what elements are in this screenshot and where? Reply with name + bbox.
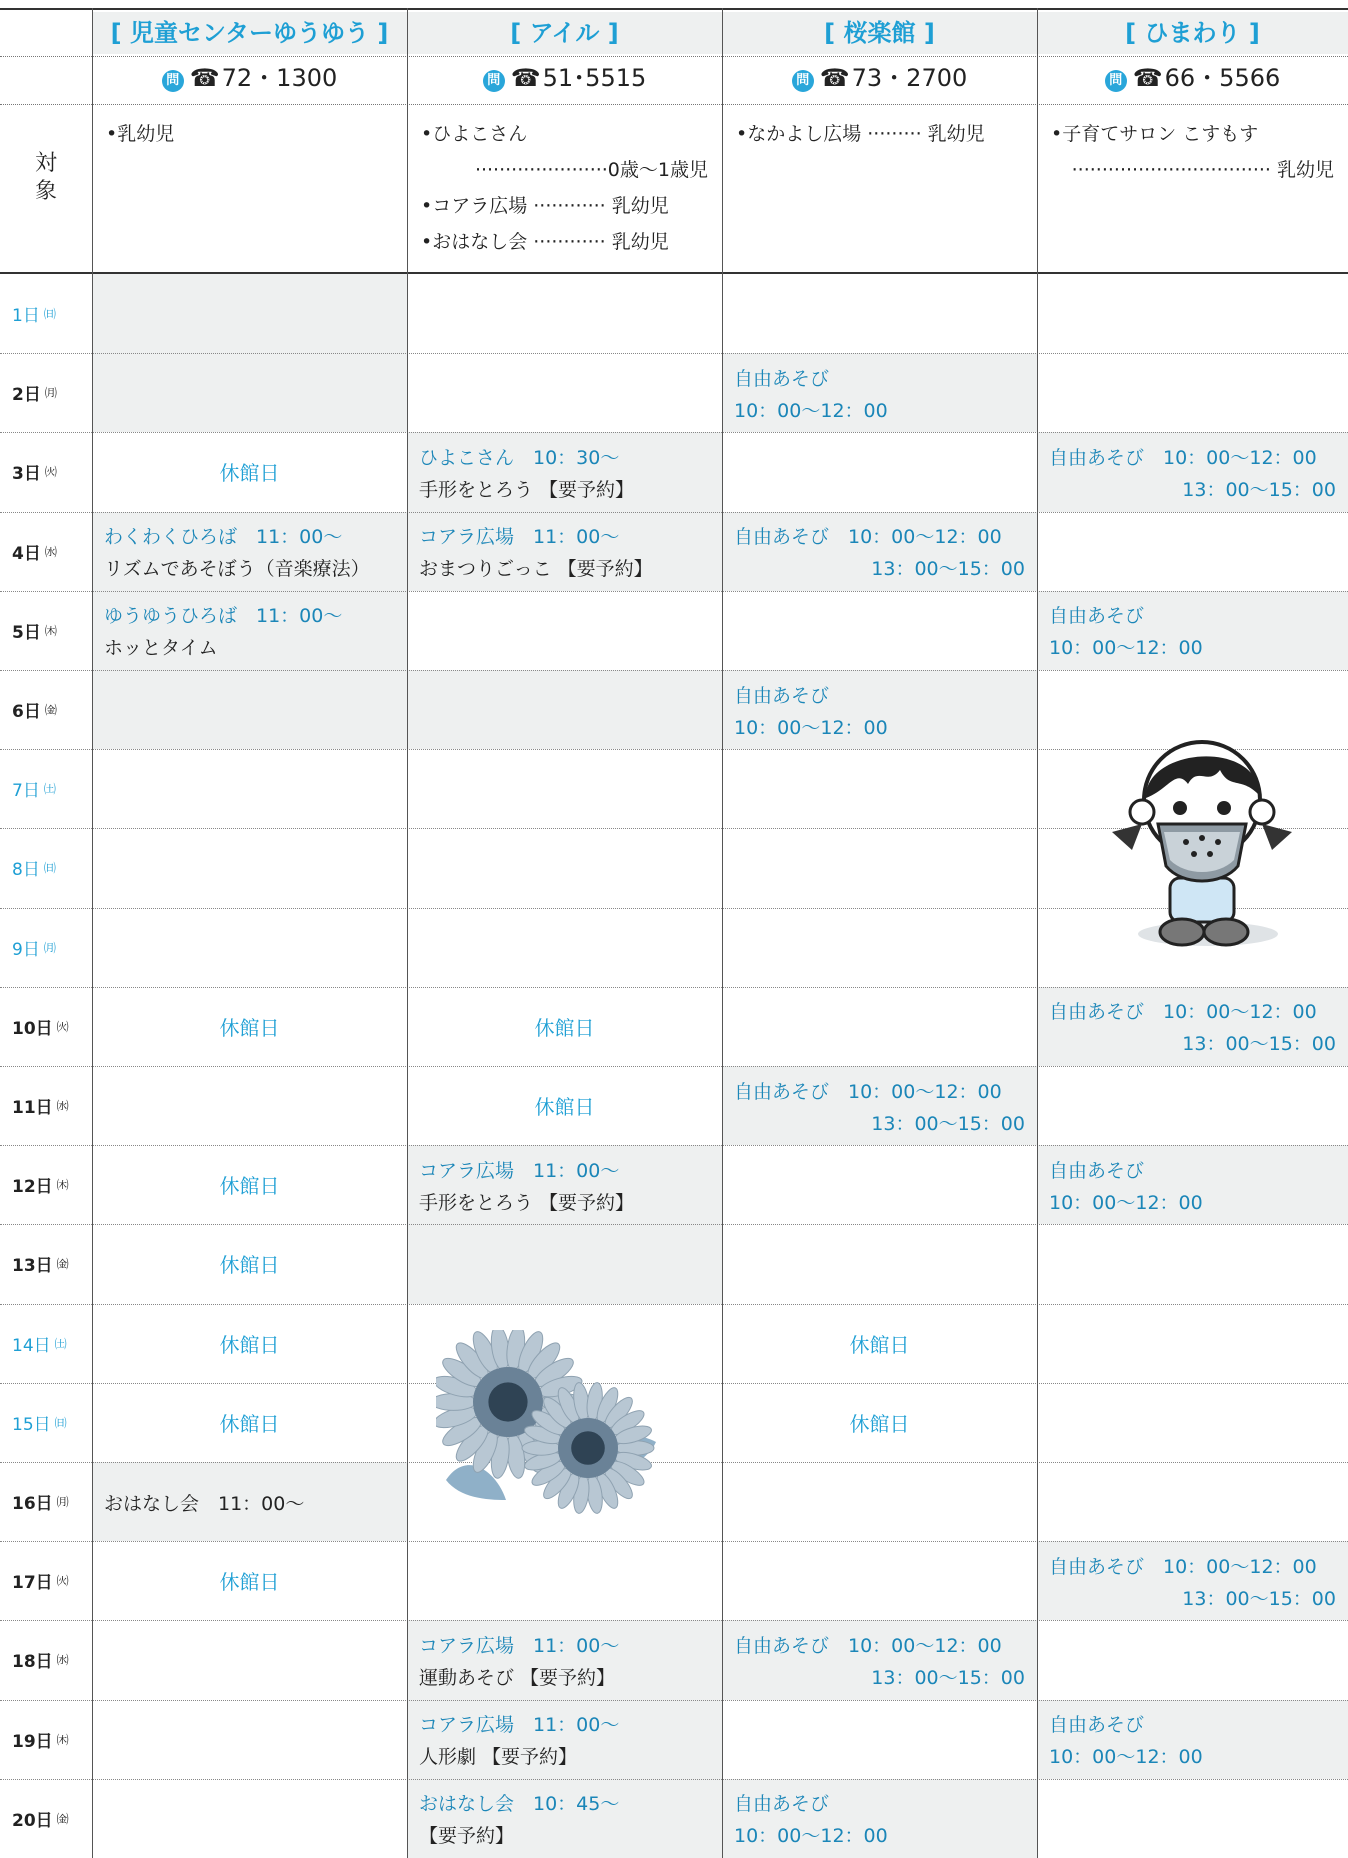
day-label xyxy=(0,591,92,670)
event-text: わくわくひろば 11：00～ xyxy=(104,526,343,549)
event-cell xyxy=(1037,1779,1348,1858)
event-text: 自由あそび xyxy=(734,684,830,707)
event-cell xyxy=(722,591,1037,670)
event-text: 13：00～15：00 xyxy=(1182,1587,1336,1610)
inquiry-badge-icon: 問 xyxy=(1105,70,1127,92)
event-cell xyxy=(407,353,722,432)
event-cell xyxy=(407,512,722,591)
day-number: 14日 xyxy=(12,1335,51,1356)
day-label xyxy=(0,432,92,511)
event-cell xyxy=(722,1304,1037,1383)
event-cell xyxy=(1037,1066,1348,1145)
event-cell xyxy=(1037,1145,1348,1224)
row-divider xyxy=(0,987,1348,988)
column-divider xyxy=(1037,8,1038,1858)
event-cell xyxy=(92,987,407,1066)
event-cell xyxy=(92,1779,407,1858)
event-cell xyxy=(407,1224,722,1303)
event-text: 自由あそび 10：00～12：00 xyxy=(1049,1555,1317,1578)
event-cell xyxy=(407,274,722,353)
event-text: コアラ広場 11：00～ xyxy=(419,1634,620,1657)
event-text: 人形劇 【要予約】 xyxy=(419,1746,578,1769)
day-number: 12日 xyxy=(12,1177,53,1198)
weekday: ㈪ xyxy=(44,386,57,401)
day-label xyxy=(0,1145,92,1224)
event-text: 10：00～12：00 xyxy=(1049,1746,1203,1769)
day-label xyxy=(0,1779,92,1858)
row-divider xyxy=(0,104,1348,105)
event-text: 自由あそび xyxy=(734,367,830,390)
weekday: ㈮ xyxy=(44,703,57,718)
row-divider xyxy=(0,1224,1348,1225)
weekday: ㈰ xyxy=(54,1415,67,1430)
event-text: 運動あそび 【要予約】 xyxy=(419,1666,616,1689)
event-cell xyxy=(407,1700,722,1779)
event-cell xyxy=(92,274,407,353)
day-number: 18日 xyxy=(12,1652,53,1673)
event-cell xyxy=(92,1383,407,1462)
event-cell xyxy=(722,908,1037,987)
phone-number xyxy=(1037,58,1348,98)
event-text: 手形をとろう 【要予約】 xyxy=(419,1191,635,1214)
row-divider xyxy=(0,670,1348,671)
event-cell xyxy=(1037,274,1348,353)
day-number: 2日 xyxy=(12,385,41,406)
closed-day-label: 休館日 xyxy=(849,1332,910,1357)
event-cell xyxy=(92,512,407,591)
day-number: 3日 xyxy=(12,464,41,485)
target-line: •ひよこさん xyxy=(421,123,528,145)
phone-number xyxy=(722,58,1037,98)
day-label xyxy=(0,670,92,749)
event-text: おはなし会 10：45～ xyxy=(419,1793,620,1816)
event-cell xyxy=(1037,1541,1348,1620)
closed-day-label: 休館日 xyxy=(219,1253,280,1278)
center-name: [ ひまわり ] xyxy=(1037,12,1348,54)
target-audience xyxy=(92,108,407,268)
row-divider xyxy=(0,56,1348,57)
weekday: ㈪ xyxy=(56,1495,69,1510)
event-cell xyxy=(1037,1304,1348,1383)
event-text: 自由あそび 10：00～12：00 xyxy=(734,1080,1002,1103)
event-cell xyxy=(722,274,1037,353)
event-text: 自由あそび 10：00～12：00 xyxy=(1049,1001,1317,1024)
event-cell xyxy=(722,432,1037,511)
target-label: 対 象 xyxy=(34,151,57,204)
event-cell xyxy=(722,670,1037,749)
event-text: 13：00～15：00 xyxy=(1182,1033,1336,1056)
event-cell xyxy=(407,1779,722,1858)
target-line: •なかよし広場 ········· 乳幼児 xyxy=(736,123,985,145)
event-cell xyxy=(407,987,722,1066)
event-cell xyxy=(722,1383,1037,1462)
target-audience xyxy=(722,108,1037,268)
weekday: ㈰ xyxy=(43,861,56,876)
girl-watermelon-illustration xyxy=(1102,728,1302,958)
day-label xyxy=(0,828,92,907)
weekday: ㈰ xyxy=(43,307,56,322)
day-number: 20日 xyxy=(12,1810,53,1831)
event-cell xyxy=(407,908,722,987)
event-cell xyxy=(722,353,1037,432)
event-cell xyxy=(92,1145,407,1224)
event-cell xyxy=(407,1541,722,1620)
event-text: 【要予約】 xyxy=(419,1825,515,1848)
day-label xyxy=(0,1383,92,1462)
row-divider xyxy=(0,1779,1348,1780)
closed-day-label: 休館日 xyxy=(849,1411,910,1436)
weekday: ㈬ xyxy=(56,1099,69,1114)
phone-number-text: 73・2700 xyxy=(851,64,968,92)
day-number: 13日 xyxy=(12,1256,53,1277)
event-text: 10：00～12：00 xyxy=(734,716,888,739)
event-text: リズムであそぼう（音楽療法） xyxy=(104,558,370,581)
event-cell xyxy=(1037,432,1348,511)
day-number: 11日 xyxy=(12,1098,53,1119)
weekday: ㈬ xyxy=(56,1653,69,1668)
row-divider xyxy=(0,1383,1348,1384)
row-divider xyxy=(0,1145,1348,1146)
event-cell xyxy=(92,432,407,511)
event-cell xyxy=(92,1620,407,1699)
row-divider xyxy=(0,8,1348,10)
closed-day-label: 休館日 xyxy=(534,1015,595,1040)
row-divider xyxy=(0,1462,1348,1463)
event-cell xyxy=(722,1541,1037,1620)
telephone-icon: ☎ xyxy=(819,64,850,92)
day-label xyxy=(0,1462,92,1541)
event-cell xyxy=(92,749,407,828)
event-cell xyxy=(722,512,1037,591)
event-cell xyxy=(1037,1462,1348,1541)
event-text: 13：00～15：00 xyxy=(871,1666,1025,1689)
event-text: 13：00～15：00 xyxy=(1182,478,1336,501)
event-cell xyxy=(1037,1383,1348,1462)
center-name: [ 児童センターゆうゆう ] xyxy=(92,12,407,54)
day-label xyxy=(0,1304,92,1383)
closed-day-label: 休館日 xyxy=(219,1411,280,1436)
weekday: ㈭ xyxy=(44,623,57,638)
inquiry-badge-icon: 問 xyxy=(792,70,814,92)
event-text: おまつりごっこ 【要予約】 xyxy=(419,558,653,581)
target-line: •おはなし会 ············ 乳幼児 xyxy=(421,231,669,253)
event-text: 自由あそび xyxy=(1049,1714,1145,1737)
target-audience xyxy=(407,108,722,268)
event-cell xyxy=(407,1145,722,1224)
row-divider xyxy=(0,1700,1348,1701)
closed-day-label: 休館日 xyxy=(219,1570,280,1595)
center-name: [ アイル ] xyxy=(407,12,722,54)
event-cell xyxy=(407,432,722,511)
event-text: 13：00～15：00 xyxy=(871,1112,1025,1135)
event-cell xyxy=(92,1462,407,1541)
event-cell xyxy=(407,591,722,670)
row-divider xyxy=(0,591,1348,592)
target-line: •乳幼児 xyxy=(106,123,175,145)
day-label xyxy=(0,274,92,353)
weekday: ㈭ xyxy=(56,1178,69,1193)
day-number: 19日 xyxy=(12,1731,53,1752)
event-cell xyxy=(92,908,407,987)
day-number: 15日 xyxy=(12,1414,51,1435)
event-cell xyxy=(92,1541,407,1620)
event-cell xyxy=(92,1700,407,1779)
day-number: 10日 xyxy=(12,1018,53,1039)
event-cell xyxy=(722,828,1037,907)
weekday: ㈯ xyxy=(43,782,56,797)
row-divider xyxy=(0,1541,1348,1542)
day-label xyxy=(0,749,92,828)
event-text: 自由あそび 10：00～12：00 xyxy=(734,526,1002,549)
center-name: [ 桜楽館 ] xyxy=(722,12,1037,54)
event-text: ゆうゆうひろば 11：00～ xyxy=(104,605,343,628)
row-divider xyxy=(0,272,1348,274)
event-cell xyxy=(1037,1224,1348,1303)
day-number: 9日 xyxy=(12,939,40,960)
target-line: •コアラ広場 ············ 乳幼児 xyxy=(421,195,669,217)
day-label xyxy=(0,1700,92,1779)
event-cell xyxy=(722,1620,1037,1699)
event-cell xyxy=(92,591,407,670)
event-text: 10：00～12：00 xyxy=(1049,637,1203,660)
closed-day-label: 休館日 xyxy=(219,1015,280,1040)
event-text: 10：00～12：00 xyxy=(1049,1191,1203,1214)
phone-number-text: 72・1300 xyxy=(221,64,338,92)
event-text: おはなし会 11：00～ xyxy=(104,1492,305,1515)
phone-number xyxy=(92,58,407,98)
column-divider xyxy=(92,8,93,1858)
weekday: ㈯ xyxy=(54,1336,67,1351)
day-number: 1日 xyxy=(12,306,40,327)
day-label xyxy=(0,1066,92,1145)
event-cell xyxy=(407,828,722,907)
day-label xyxy=(0,353,92,432)
day-number: 4日 xyxy=(12,543,41,564)
closed-day-label: 休館日 xyxy=(534,1095,595,1120)
day-number: 6日 xyxy=(12,702,41,723)
weekday: ㈮ xyxy=(56,1257,69,1272)
event-cell xyxy=(1037,987,1348,1066)
day-number: 5日 xyxy=(12,622,41,643)
row-divider xyxy=(0,432,1348,433)
event-text: 自由あそび xyxy=(1049,605,1145,628)
event-cell xyxy=(92,1304,407,1383)
day-label xyxy=(0,1541,92,1620)
event-cell xyxy=(1037,512,1348,591)
day-number: 7日 xyxy=(12,781,40,802)
event-text: 10：00～12：00 xyxy=(734,1825,888,1848)
telephone-icon: ☎ xyxy=(189,64,220,92)
target-audience xyxy=(1037,108,1348,268)
closed-day-label: 休館日 xyxy=(219,461,280,486)
weekday: ㈮ xyxy=(56,1811,69,1826)
event-cell xyxy=(722,1700,1037,1779)
event-text: 自由あそび xyxy=(1049,1159,1145,1182)
target-line: ································· 乳幼児 xyxy=(1071,159,1334,181)
day-label xyxy=(0,1224,92,1303)
column-divider xyxy=(407,8,408,1858)
phone-number-text: 66・5566 xyxy=(1164,64,1281,92)
event-cell xyxy=(722,749,1037,828)
event-text: コアラ広場 11：00～ xyxy=(419,1714,620,1737)
event-cell xyxy=(407,670,722,749)
event-text: コアラ広場 11：00～ xyxy=(419,526,620,549)
weekday: ㈭ xyxy=(56,1732,69,1747)
row-divider xyxy=(0,1066,1348,1067)
closed-day-label: 休館日 xyxy=(219,1332,280,1357)
day-number: 17日 xyxy=(12,1573,53,1594)
event-cell xyxy=(407,1066,722,1145)
phone-number xyxy=(407,58,722,98)
event-cell xyxy=(722,1145,1037,1224)
event-text: ホッとタイム xyxy=(104,637,218,660)
event-text: ひよこさん 10：30～ xyxy=(419,446,620,469)
event-cell xyxy=(722,1224,1037,1303)
day-label xyxy=(0,512,92,591)
phone-number-text: 51･5515 xyxy=(542,64,647,92)
day-label xyxy=(0,987,92,1066)
row-divider xyxy=(0,1620,1348,1621)
target-line: •子育てサロン こすもす xyxy=(1051,123,1259,145)
event-text: コアラ広場 11：00～ xyxy=(419,1159,620,1182)
row-divider xyxy=(0,512,1348,513)
event-cell xyxy=(1037,353,1348,432)
event-cell xyxy=(1037,1700,1348,1779)
telephone-icon: ☎ xyxy=(510,64,541,92)
event-text: 10：00～12：00 xyxy=(734,399,888,422)
sunflowers-illustration xyxy=(436,1330,666,1520)
day-label xyxy=(0,1620,92,1699)
event-text: 手形をとろう 【要予約】 xyxy=(419,478,635,501)
weekday: ㈪ xyxy=(43,940,56,955)
event-cell xyxy=(407,749,722,828)
inquiry-badge-icon: 問 xyxy=(483,70,505,92)
row-divider xyxy=(0,1304,1348,1305)
event-cell xyxy=(722,1462,1037,1541)
event-text: 13：00～15：00 xyxy=(871,558,1025,581)
closed-day-label: 休館日 xyxy=(219,1174,280,1199)
day-label xyxy=(0,908,92,987)
event-text: 自由あそび 10：00～12：00 xyxy=(1049,446,1317,469)
day-number: 8日 xyxy=(12,860,40,881)
inquiry-badge-icon: 問 xyxy=(162,70,184,92)
telephone-icon: ☎ xyxy=(1132,64,1163,92)
event-cell xyxy=(92,828,407,907)
event-cell xyxy=(92,670,407,749)
event-text: 自由あそび xyxy=(734,1793,830,1816)
event-cell xyxy=(1037,1620,1348,1699)
weekday: ㈫ xyxy=(44,465,57,480)
event-cell xyxy=(92,353,407,432)
event-cell xyxy=(722,1066,1037,1145)
day-number: 16日 xyxy=(12,1494,53,1515)
event-text: 自由あそび 10：00～12：00 xyxy=(734,1634,1002,1657)
weekday: ㈫ xyxy=(56,1019,69,1034)
target-line: ······················0歳～1歳児 xyxy=(474,159,708,181)
event-cell xyxy=(92,1066,407,1145)
column-divider xyxy=(722,8,723,1858)
row-divider xyxy=(0,353,1348,354)
event-cell xyxy=(1037,591,1348,670)
event-cell xyxy=(722,1779,1037,1858)
weekday: ㈬ xyxy=(44,544,57,559)
event-cell xyxy=(92,1224,407,1303)
event-cell xyxy=(722,987,1037,1066)
event-cell xyxy=(407,1620,722,1699)
weekday: ㈫ xyxy=(56,1574,69,1589)
